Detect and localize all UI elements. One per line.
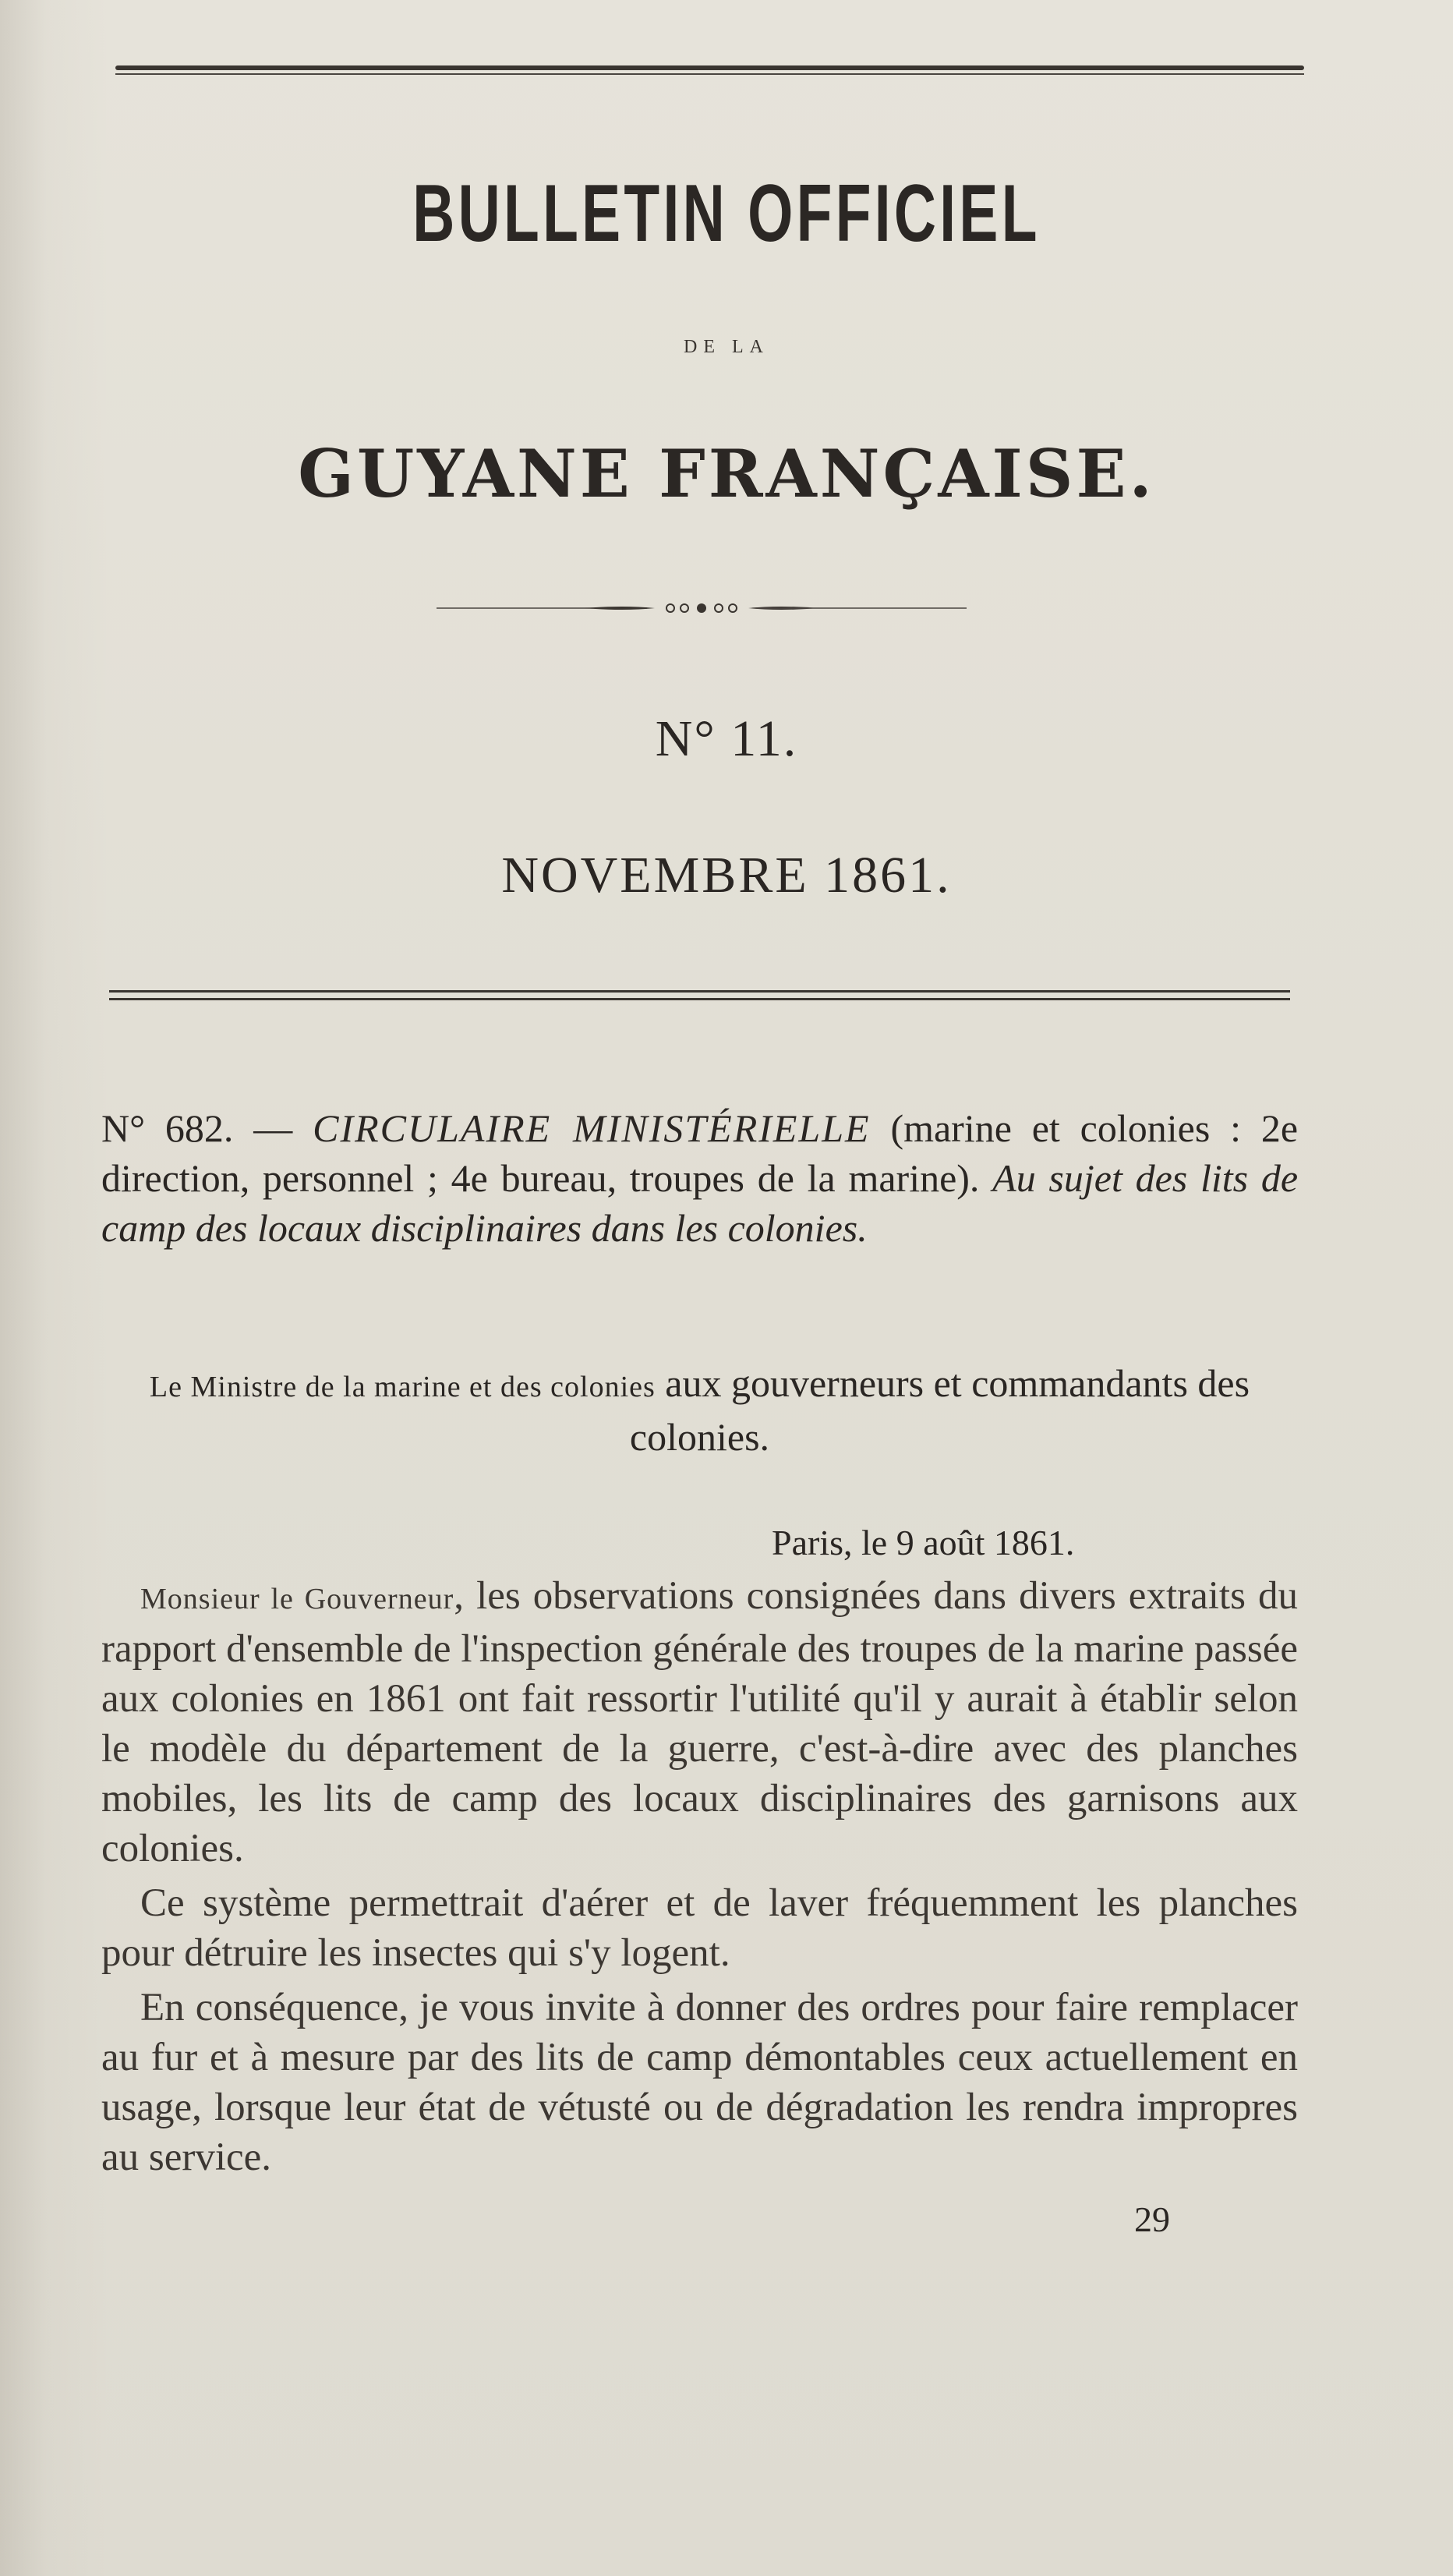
body-paragraph-2: Ce système permettrait d'aérer et de laver fréquemment les planches pour détruire les insectes qui s'y logent. <box>101 1881 1298 1975</box>
document-subject: Au sujet des lits de camp des locaux disciplinaires dans les colonies. <box>101 1156 1299 1250</box>
double-rule-upper-line <box>109 990 1290 993</box>
document-number: N° 682. — <box>101 1106 293 1150</box>
addressee-sender: Le Ministre de la marine et des colonies <box>149 1371 656 1403</box>
document-addressee <box>101 1358 1298 1462</box>
title-connector: DE LA <box>684 337 769 357</box>
salutation: Monsieur le Gouverneur <box>140 1583 454 1615</box>
section-double-rule <box>109 990 1290 1001</box>
issue-date: NOVEMBRE 1861. <box>501 847 952 904</box>
top-rule-thin-line <box>115 73 1304 75</box>
top-rule-thick-line <box>115 65 1304 70</box>
document-heading <box>101 1103 1298 1253</box>
issue-number: N° 11. <box>655 710 798 767</box>
territory-title: GUYANE FRANÇAISE. <box>298 435 1155 512</box>
page-number: 29 <box>1134 2199 1170 2239</box>
addressee-recipients: aux gouverneurs et commandants des colonies. <box>629 1361 1250 1459</box>
bulletin-title: BULLETIN OFFICIEL <box>412 168 1041 259</box>
document-type: CIRCULAIRE MINISTÉRIELLE <box>313 1106 871 1150</box>
double-rule-lower-line <box>109 998 1290 1000</box>
body-paragraph-3: En conséquence, je vous invite à donner des ordres pour faire remplacer au fur et à mesure par des lits de camp démontables ceux actuellement en usage, lorsque leur état de vétusté ou de dégradation les rendra impropres au service. <box>101 1986 1298 2179</box>
ornament-divider-icon <box>437 600 967 616</box>
body-paragraph-1 <box>101 1571 1298 1874</box>
document-body <box>101 1571 1298 2187</box>
place-date: Paris, le 9 août 1861. <box>772 1523 1075 1562</box>
paragraph-1-text: , les observations consignées dans divers extraits du rapport d'ensemble de l'inspection générale des troupes de la marine passée aux colonies en 1861 ont fait ressortir l'utilité qu'il y aurait à établir selon le modèle du département de la guerre, c'est-à-dire avec des planches mobiles, les lits de camp des locaux disciplinaires des garnisons aux colonies. <box>101 1574 1299 1870</box>
document-department: (marine et colonies : 2e direction, personnel ; 4e bureau, troupes de la marine). <box>101 1106 1299 1200</box>
top-rule <box>115 65 1304 76</box>
